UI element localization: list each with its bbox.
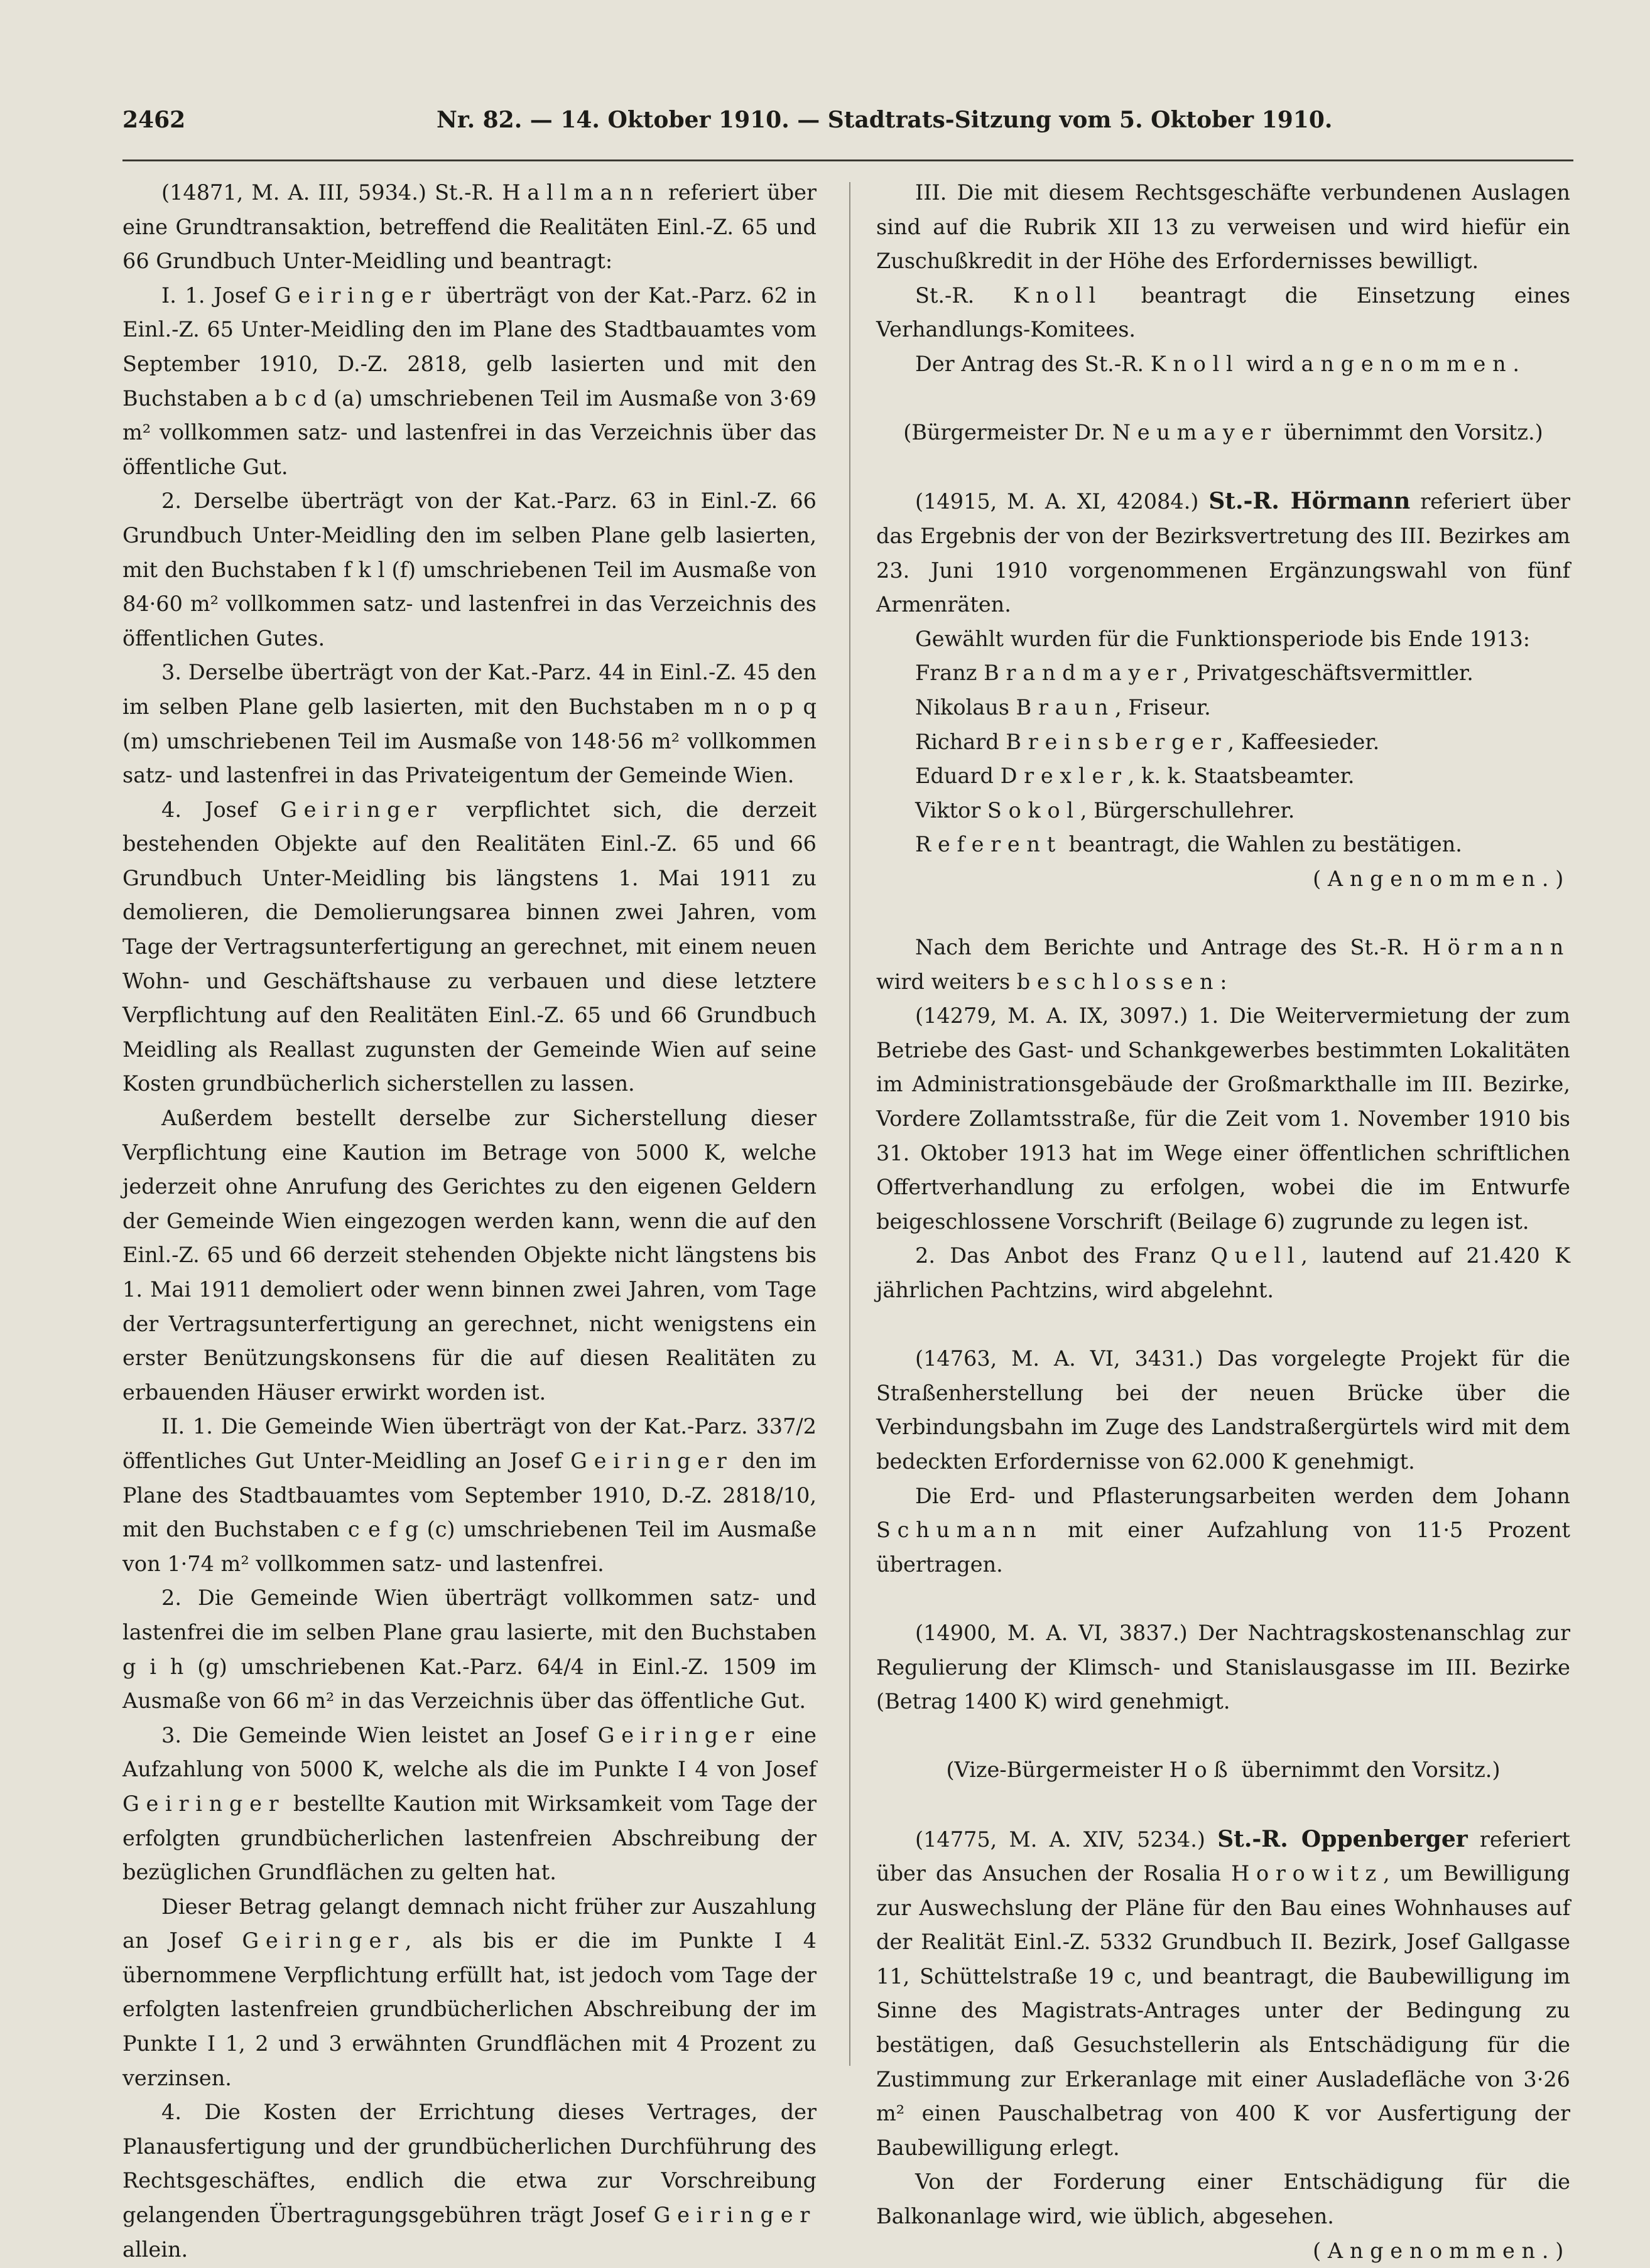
paragraph: (14763, M. A. VI, 3431.) Das vorgelegte Projekt für die Straßenherstellung bei der neuen Brücke über die Verbindungsbahn im Zuge des Landstraßergürtels wird mit dem bedeckten Erfordernisse von 62.000 K genehmigt. xyxy=(876,1346,1570,1474)
chair-note: (Bürgermeister Dr. Neumayer übernimmt den Vorsitz.) xyxy=(903,420,1543,445)
paragraph: 3. Die Gemeinde Wien leistet an Josef Geiringer eine Aufzahlung von 5000 K, welche als die im Punkte I 4 von Josef Geiringer bestellte Kaution mit Wirksamkeit vom Tage der erfolgten grundbücherlichen lastenfreien Abschreibung der bezüglichen Grundflächen zu gelten hat. xyxy=(122,1722,817,1885)
chair-note: (Vize-Bürgermeister Hoß übernimmt den Vorsitz.) xyxy=(946,1758,1501,1783)
paragraph: I. 1. Josef Geiringer überträgt von der Kat.-Parz. 62 in Einl.-Z. 65 Unter-Meidling den im Plane des Stadtbauamtes vom September 1910, D.-Z. 2818, gelb lasierten und mit den Buchstaben a b c d (a) umschriebenen Teil im Ausmaße von 3·69 m² vollkommen satz- und lastenfrei in das Verzeichnis über das öffentliche Gut. xyxy=(122,283,817,479)
paragraph: 3. Derselbe überträgt von der Kat.-Parz. 44 in Einl.-Z. 45 den im selben Plane gelb lasierten, mit den Buchstaben m n o p q (m) umschriebenen Teil im Ausmaße von 148·56 m² vollkommen satz- und lastenfrei in das Privateigentum der Gemeinde Wien. xyxy=(122,660,817,788)
person-name: Geiringer xyxy=(242,1928,405,1953)
right-column xyxy=(876,176,1570,2268)
paragraph: 2. Derselbe überträgt von der Kat.-Parz. 63 in Einl.-Z. 66 Grundbuch Unter-Meidling den im selben Plane gelb lasierten, mit den Buchstaben f k l (f) umschriebenen Teil im Ausmaße von 84·60 m² vollkommen satz- und lastenfrei in das Verzeichnis des öffentlichen Gutes. xyxy=(122,489,817,651)
decision-word: beschlossen: xyxy=(1016,969,1234,994)
spacer xyxy=(876,382,1570,416)
person-name: Neumayer xyxy=(1112,420,1278,445)
list-item: Viktor Sokol, Bürgerschullehrer. xyxy=(915,797,1295,823)
person-name: Geiringer xyxy=(122,1791,286,1816)
paragraph: 2. Die Gemeinde Wien überträgt vollkommen satz- und lastenfrei die im selben Plane grau lasierte, mit den Buchstaben g i h (g) umschriebenen Kat.-Parz. 64/4 in Einl.-Z. 1509 im Ausmaße von 66 m² in das Verzeichnis über das öffentliche Gut. xyxy=(122,1585,817,1714)
paragraph: Außerdem bestellt derselbe zur Sicherstellung dieser Verpflichtung eine Kaution im Betrage von 5000 K, welche jederzeit ohne Anrufung des Gerichtes zu den eigenen Geldern der Gemeinde Wien eingezogen werden kann, wenn die auf den Einl.-Z. 65 und 66 derzeit stehenden Objekte nicht längstens bis 1. Mai 1911 demoliert oder wenn binnen zwei Jahren, vom Tage der Vertragsunterfertigung an gerechnet, nicht wenigstens ein erster Benützungskonsens für die auf diesen Realitäten zu erbauenden Häuser erwirkt worden ist. xyxy=(122,1106,817,1405)
spacer xyxy=(876,896,1570,931)
paragraph: Von der Forderung einer Entschädigung für die Balkonanlage wird, wie üblich, abgesehen. (Angenommen.) xyxy=(876,2165,1570,2233)
spacer xyxy=(876,450,1570,485)
person-name: Horowitz xyxy=(1231,1861,1383,1886)
person-name: Schumann xyxy=(876,1518,1043,1543)
spacer xyxy=(876,1582,1570,1616)
list-item: Richard Breinsberger, Kaffeesieder. xyxy=(915,729,1380,754)
paragraph: 4. Josef Geiringer verpflichtet sich, die derzeit bestehenden Objekte auf den Realitäten Einl.-Z. 65 und 66 Grundbuch Unter-Meidling bis längstens 1. Mai 1911 zu demolieren, die Demolierungsarea binnen zwei Jahren, vom Tage der Vertragsunterfertigung an gerechnet, mit einem neuen Wohn- und Geschäftshause zu verbauen und diese letztere Verpflichtung auf den Realitäten Einl.-Z. 65 und 66 Grundbuch Meidling als Reallast zugunsten der Gemeinde Wien auf seine Kosten grundbücherlich sicherstellen zu lassen. xyxy=(122,797,817,1096)
paragraph: (14900, M. A. VI, 3837.) Der Nachtragskostenanschlag zur Regulierung der Klimsch- und Stanislausgasse im III. Bezirke (Betrag 1400 K) wird genehmigt. xyxy=(876,1620,1570,1714)
spacer xyxy=(876,1788,1570,1822)
person-name: Geiringer xyxy=(597,1722,761,1747)
person-name: Geiringer xyxy=(570,1448,734,1473)
referent-label: Referent xyxy=(915,832,1062,857)
person-name: Geiringer xyxy=(274,283,438,308)
decision-note: (Angenommen.) xyxy=(1313,2238,1570,2263)
column-divider xyxy=(849,182,850,2066)
person-name: Hörmann xyxy=(1422,935,1570,960)
paragraph: 2. Das Anbot des Franz Quell, lautend auf 21.420 K jährlichen Pachtzins, wird abgelehnt. xyxy=(876,1243,1570,1302)
paragraph: Der Antrag des St.-R. Knoll wird angenommen. xyxy=(915,351,1526,376)
person-name: Brandmayer xyxy=(984,661,1183,686)
list-item: Eduard Drexler, k. k. Staatsbeamter. xyxy=(915,764,1355,789)
paragraph: (14915, M. A. XI, 42084.) St.-R. Hörmann referiert über das Ergebnis der von der Bezirksvertretung des III. Bezirkes am 23. Juni 1910 vorgenommenen Ergänzungswahl von fünf Armenräten. xyxy=(876,488,1570,617)
decision-note: (Angenommen.) xyxy=(1313,866,1570,891)
paragraph: St.-R. Knoll beantragt die Einsetzung eines Verhandlungs-Komitees. xyxy=(876,283,1571,342)
speaker-name: St.-R. Oppenberger xyxy=(1217,1825,1468,1852)
decision-word: angenommen. xyxy=(1301,351,1526,376)
speaker-name: St.-R. Hörmann xyxy=(1208,488,1411,515)
paragraph: (14775, M. A. XIV, 5234.) St.-R. Oppenberger referiert über das Ansuchen der Rosalia Horowitz, um Bewilligung zur Auswechslung der Pläne für den Bau eines Wohnhauses auf der Realität Einl.-Z. 5332 Grundbuch II. Bezirk, Josef Gallgasse 11, Schüttelstraße 19 c, und beantragt, die Baubewilligung im Sinne des Magistrats-Antrages unter der Bedingung zu bestätigen, daß Gesuchstellerin als Entschädigung für die Zustimmung zur Erkeranlage mit einer Ausladefläche von 3·26 m² einen Pauschalbetrag von 400 K vor Ausfertigung der Baubewilligung erlegt. xyxy=(876,1825,1571,2160)
paragraph: 4. Die Kosten der Errichtung dieses Vertrages, der Planausfertigung und der grundbücherlichen Durchführung des Rechtsgeschäftes, endlich die etwa zur Vorschreibung gelangenden Übertragungsgebühren trägt Josef Geiringer allein. xyxy=(122,2100,817,2262)
person-name: Braun xyxy=(1016,694,1115,720)
page-number: 2462 xyxy=(122,107,186,133)
person-name: Hoß xyxy=(1169,1758,1235,1783)
person-name: Hallmann xyxy=(502,180,660,205)
person-name: Geiringer xyxy=(280,797,443,822)
header-rule xyxy=(122,154,1573,161)
person-name: Breinsberger xyxy=(1006,729,1228,754)
paragraph: Gewählt wurden für die Funktionsperiode bis Ende 1913: xyxy=(915,626,1531,651)
person-name: Drexler xyxy=(1000,764,1128,789)
paragraph: Nach dem Berichte und Antrage des St.-R. Hörmann wird weiters beschlossen: xyxy=(876,935,1570,994)
person-name: Quell xyxy=(1210,1243,1301,1268)
paragraph: (14279, M. A. IX, 3097.) 1. Die Weitervermietung der zum Betriebe des Gast- und Schankgewerbes bestimmten Lokalitäten im Administrationsgebäude der Großmarkthalle im III. Bezirke, Vordere Zollamtsstraße, für die Zeit vom 1. November 1910 bis 31. Oktober 1913 hat im Wege einer öffentlichen schriftlichen Offertverhandlung zu erfolgen, wobei die im Entwurfe beigeschlossene Vorschrift (Beilage 6) zugrunde zu legen ist. xyxy=(876,1003,1570,1234)
spacer xyxy=(876,1719,1570,1754)
page-header xyxy=(122,107,1573,157)
list-item: Nikolaus Braun, Friseur. xyxy=(915,694,1211,720)
running-title: Nr. 82. — 14. Oktober 1910. — Stadtrats-Sitzung vom 5. Oktober 1910. xyxy=(437,107,1333,133)
paragraph: Die Erd- und Pflasterungsarbeiten werden dem Johann Schumann mit einer Aufzahlung von 11·5 Prozent übertragen. xyxy=(876,1483,1570,1577)
paragraph: III. Die mit diesem Rechtsgeschäfte verbundenen Auslagen sind auf die Rubrik XII 13 zu verweisen und wird hiefür ein Zuschußkredit in der Höhe des Erfordernisses bewilligt. xyxy=(876,180,1570,274)
paragraph: Dieser Betrag gelangt demnach nicht früher zur Auszahlung an Josef Geiringer, als bis er die im Punkte I 4 übernommene Verpflichtung erfüllt hat, ist jedoch vom Tage der erfolgten lastenfreien grundbücherlichen Abschreibung der im Punkte I 1, 2 und 3 erwähnten Grundflächen mit 4 Prozent zu verzinsen. xyxy=(122,1894,817,2090)
person-name: Knoll xyxy=(1013,283,1102,308)
spacer xyxy=(876,1308,1570,1342)
left-column xyxy=(122,176,817,2267)
person-name: Knoll xyxy=(1150,351,1240,376)
person-name: Sokol xyxy=(987,797,1080,823)
paragraph: II. 1. Die Gemeinde Wien überträgt von der Kat.-Parz. 337/2 öffentliches Gut Unter-Meidling an Josef Geiringer den im Plane des Stadtbauamtes vom September 1910, D.-Z. 2818/10, mit den Buchstaben c e f g (c) umschriebenen Teil im Ausmaße von 1·74 m² vollkommen satz- und lastenfrei. xyxy=(122,1414,817,1576)
person-name: Geiringer xyxy=(653,2203,817,2228)
paragraph: (14871, M. A. III, 5934.) St.-R. Hallmann referiert über eine Grundtransaktion, betreffend die Realitäten Einl.-Z. 65 und 66 Grundbuch Unter-Meidling und beantragt: xyxy=(122,180,817,274)
paragraph: Referent beantragt, die Wahlen zu bestätigen. xyxy=(915,832,1462,857)
list-item: Franz Brandmayer, Privatgeschäftsvermittler. xyxy=(915,661,1474,686)
